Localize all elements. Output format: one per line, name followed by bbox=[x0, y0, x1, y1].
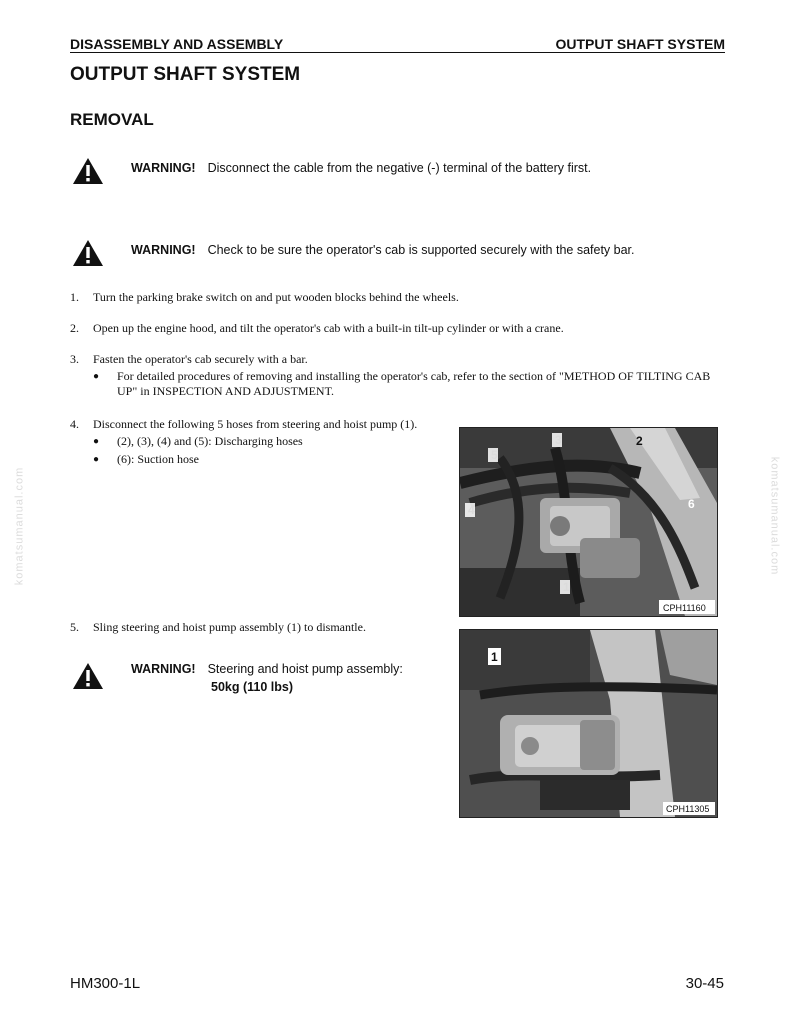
photo-code: CPH11160 bbox=[663, 603, 706, 613]
footer-page-number: 30-45 bbox=[685, 975, 724, 992]
pump-assembly-illustration bbox=[460, 630, 717, 817]
warning-label: WARNING! bbox=[131, 161, 196, 175]
step-4-bullet-1 bbox=[93, 434, 433, 450]
bullet-text: For detailed procedures of removing and installing the operator's cab, refer to the section of "METHOD OF TILTING CAB UP" in INSPECTION AND ADJUSTMENT. bbox=[117, 369, 711, 398]
step-text: Open up the engine hood, and tilt the operator's cab with a built-in tilt-up cylinder or with a crane. bbox=[93, 321, 564, 335]
header-topic: OUTPUT SHAFT SYSTEM bbox=[555, 36, 725, 52]
step-4-bullet-2 bbox=[93, 452, 433, 468]
callout-label: 6 bbox=[688, 497, 695, 511]
photo-code: CPH11305 bbox=[666, 804, 710, 814]
step-number: 3. bbox=[70, 352, 79, 366]
step-4 bbox=[70, 416, 450, 432]
bullet-dot: ● bbox=[93, 436, 100, 447]
step-number: 5. bbox=[70, 620, 79, 634]
step-2 bbox=[70, 320, 730, 336]
watermark-right: komatsumanual.com bbox=[768, 456, 781, 576]
warning-text: Check to be sure the operator's cab is supported securely with the safety bar. bbox=[207, 243, 635, 257]
warning-label: WARNING! bbox=[131, 243, 196, 257]
step-5 bbox=[70, 619, 450, 635]
bullet-dot: ● bbox=[93, 454, 100, 465]
warning-icon bbox=[72, 157, 104, 185]
header-section: DISASSEMBLY AND ASSEMBLY bbox=[70, 36, 284, 52]
warning-3 bbox=[131, 661, 403, 678]
warning-icon bbox=[72, 239, 104, 267]
step-text: Sling steering and hoist pump assembly (1) to dismantle. bbox=[93, 620, 366, 634]
step-1 bbox=[70, 289, 730, 305]
warning-2 bbox=[131, 242, 635, 259]
page-header bbox=[70, 34, 725, 53]
bullet-text: (6): Suction hose bbox=[117, 452, 199, 466]
warning-text: Disconnect the cable from the negative (-) terminal of the battery first. bbox=[207, 161, 592, 175]
bullet-dot: ● bbox=[93, 371, 100, 382]
callout-label: 1 bbox=[491, 650, 498, 664]
section-title: REMOVAL bbox=[70, 110, 154, 129]
warning-icon bbox=[72, 662, 104, 690]
step-number: 1. bbox=[70, 290, 79, 304]
step-number: 4. bbox=[70, 417, 79, 431]
bullet-text: (2), (3), (4) and (5): Discharging hoses bbox=[117, 434, 303, 448]
warning-label: WARNING! bbox=[131, 662, 196, 676]
pump-hoses-illustration bbox=[460, 428, 717, 616]
warning-weight-value: 50kg (110 lbs) bbox=[211, 680, 293, 694]
photo-pump-hoses bbox=[459, 427, 718, 617]
watermark-left: komatsumanual.com bbox=[13, 466, 26, 586]
photo-pump-assembly bbox=[459, 629, 718, 818]
warning-1 bbox=[131, 160, 591, 177]
step-text: Turn the parking brake switch on and put wooden blocks behind the wheels. bbox=[93, 290, 459, 304]
step-text: Disconnect the following 5 hoses from steering and hoist pump (1). bbox=[93, 417, 418, 431]
step-text: Fasten the operator's cab securely with a bar. bbox=[93, 352, 308, 366]
step-number: 2. bbox=[70, 321, 79, 335]
page-title: OUTPUT SHAFT SYSTEM bbox=[70, 64, 301, 85]
footer-model: HM300-1L bbox=[70, 975, 141, 992]
warning-text: Steering and hoist pump assembly: bbox=[207, 662, 403, 676]
step-3 bbox=[70, 351, 730, 367]
callout-label: 2 bbox=[636, 434, 643, 448]
step-3-bullet bbox=[93, 369, 725, 401]
